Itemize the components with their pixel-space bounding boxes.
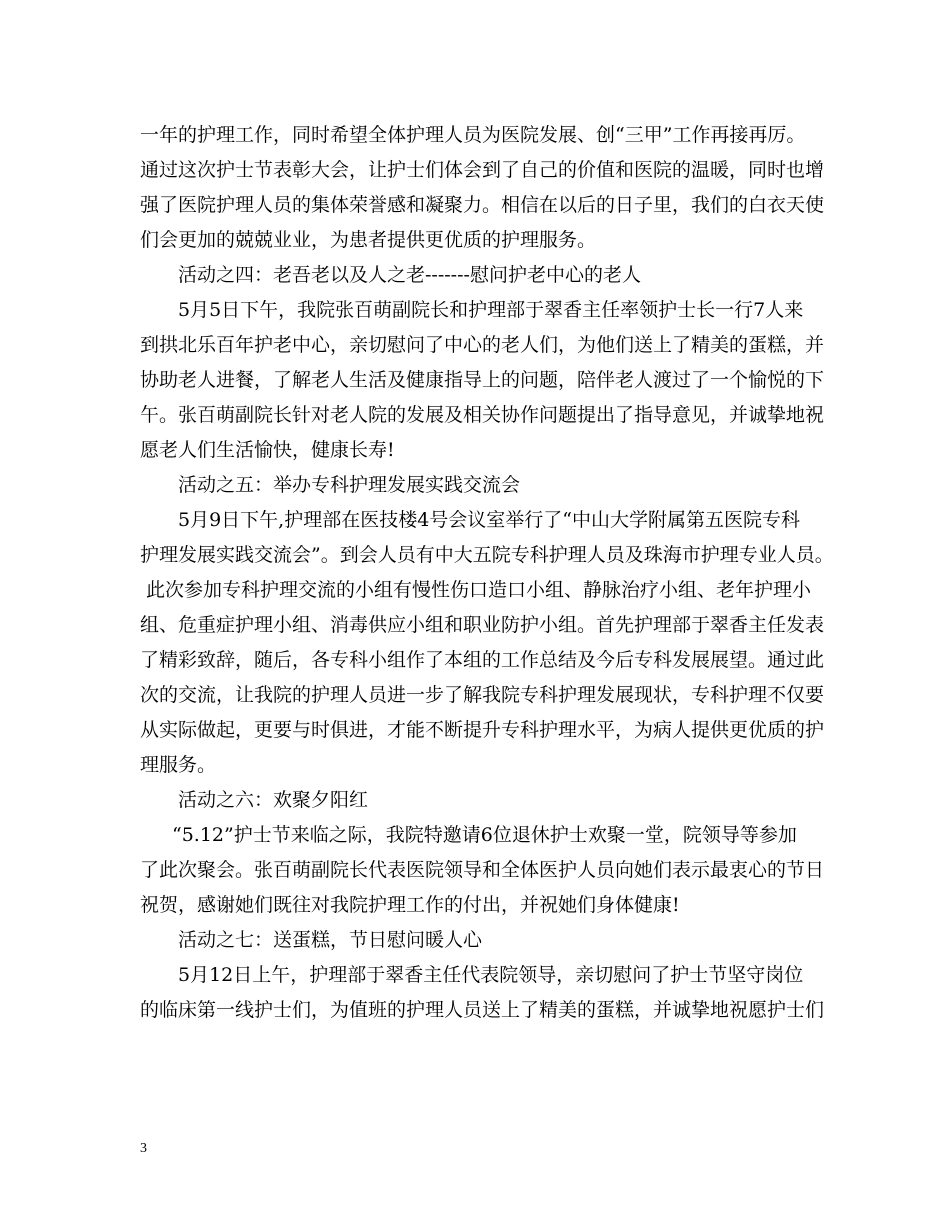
text-line: 了此次聚会。张百萌副院长代表医院领导和全体医护人员向她们表示最衷心的节日 <box>140 859 825 881</box>
section-heading: 活动之四：老吾老以及人之老-------慰问护老中心的老人 <box>178 264 641 286</box>
section-heading: 活动之五：举办专科护理发展实践交流会 <box>178 474 521 496</box>
text-line: 了精彩致辞，随后，各专科小组作了本组的工作总结及今后专科发展展望。通过此 <box>140 649 825 671</box>
text-line: 祝贺，感谢她们既往对我院护理工作的付出，并祝她们身体健康! <box>140 894 680 916</box>
text-line: 5月5日下午，我院张百萌副院长和护理部于翠香主任率领护士长一行7人来 <box>178 299 804 321</box>
text-line: 愿老人们生活愉快，健康长寿! <box>140 439 395 461</box>
text-line: 5月9日下午,护理部在医技楼4号会议室举行了“中山大学附属第五医院专科 <box>178 509 801 531</box>
text-line: 协助老人进餐，了解老人生活及健康指导上的问题，陪伴老人渡过了一个愉悦的下 <box>140 369 825 391</box>
text-line: “5.12”护士节来临之际，我院特邀请6位退休护士欢聚一堂，院领导等参加 <box>172 824 797 846</box>
section-heading: 活动之六：欢聚夕阳红 <box>178 789 369 811</box>
text-line: 理服务。 <box>140 754 217 776</box>
text-line: 到拱北乐百年护老中心，亲切慰问了中心的老人们，为他们送上了精美的蛋糕，并 <box>140 334 825 356</box>
text-line: 从实际做起，更要与时俱进，才能不断提升专科护理水平，为病人提供更优质的护 <box>140 719 825 741</box>
text-line: 午。张百萌副院长针对老人院的发展及相关协作问题提出了指导意见，并诚挚地祝 <box>140 404 825 426</box>
text-line: 一年的护理工作，同时希望全体护理人员为医院发展、创“三甲”工作再接再厉。 <box>140 124 806 146</box>
section-heading: 活动之七：送蛋糕，节日慰问暖人心 <box>178 929 483 951</box>
text-line: 护理发展实践交流会”。到会人员有中大五院专科护理人员及珠海市护理专业人员。 <box>140 544 834 566</box>
text-line: 通过这次护士节表彰大会，让护士们体会到了自己的价值和医院的温暖，同时也增 <box>140 159 825 181</box>
page-number: 3 <box>140 1141 147 1156</box>
text-line: 此次参加专科护理交流的小组有慢性伤口造口小组、静脉治疗小组、老年护理小 <box>140 579 812 601</box>
text-line: 的临床第一线护士们，为值班的护理人员送上了精美的蛋糕，并诚挚地祝愿护士们 <box>140 999 825 1021</box>
text-line: 强了医院护理人员的集体荣誉感和凝聚力。相信在以后的日子里，我们的白衣天使 <box>140 194 825 216</box>
text-line: 次的交流，让我院的护理人员进一步了解我院专科护理发展现状，专科护理不仅要 <box>140 684 825 706</box>
text-line: 5月12日上午，护理部于翠香主任代表院领导，亲切慰问了护士节坚守岗位 <box>178 964 804 986</box>
text-line: 组、危重症护理小组、消毒供应小组和职业防护小组。首先护理部于翠香主任发表 <box>140 614 825 636</box>
text-line: 们会更加的兢兢业业，为患者提供更优质的护理服务。 <box>140 229 597 251</box>
